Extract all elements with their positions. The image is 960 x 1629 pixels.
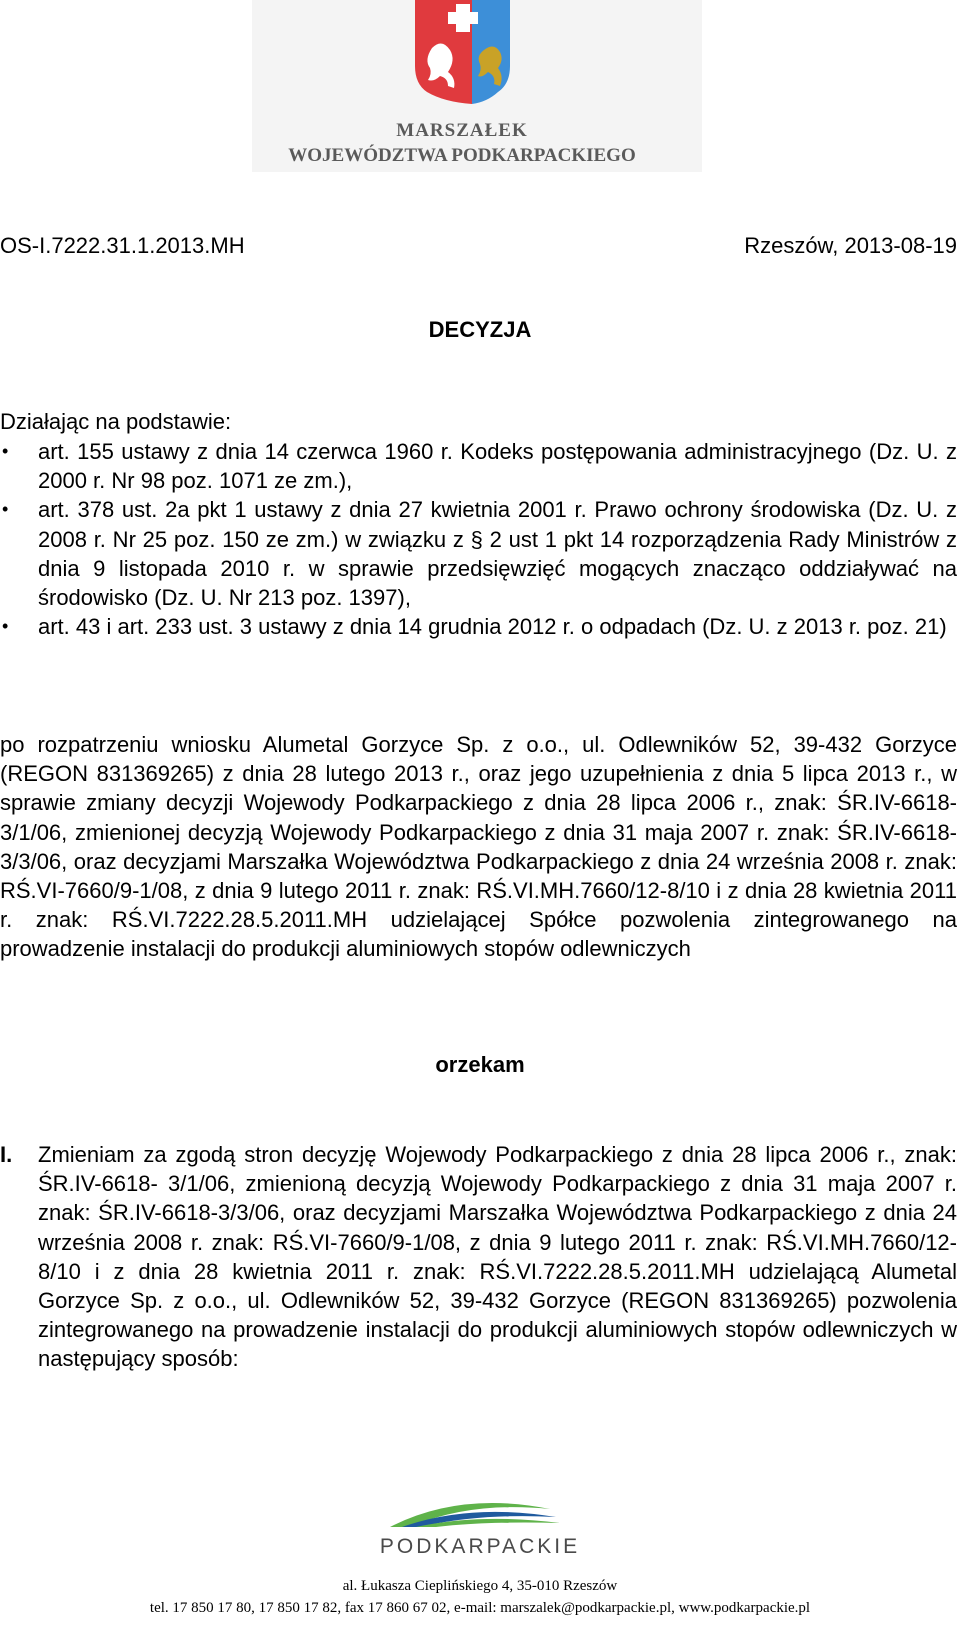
footer-contact: tel. 17 850 17 80, 17 850 17 82, fax 17 860 67 02, e-mail: marszalek@podkarpackie.pl, www.podkarpackie.pl [149,1600,811,1616]
ruling-point [0,1140,957,1374]
landscape-icon [390,1503,560,1527]
document-meta-line [0,233,960,263]
legal-basis-item: • art. 43 i art. 233 ust. 3 ustawy z dnia 14 grudnia 2012 r. o odpadach (Dz. U. z 2013 r. poz. 21) [0,612,957,641]
crest-subtitle: WOJEWÓDZTWA PODKARPACKIEGO [288,145,636,166]
logo-text: PODKARPACKIE [379,1535,581,1558]
case-number: OS-I.7222.31.1.2013.MH [0,233,245,258]
legal-basis-list [0,437,957,641]
marshal-crest-logo [252,0,702,172]
ruling-point-marker: I. [0,1142,13,1167]
legal-basis-item: • art. 378 ust. 2a pkt 1 ustawy z dnia 27 kwietnia 2001 r. Prawo ochrony środowiska (Dz. U. z 2008 r. Nr 25 poz. 150 ze zm.) w związku z § 2 ust 1 pkt 14 rozporządzenia Rady Ministrów z dnia 9 listopada 2010 r. w sprawie przedsięwzięć mogących znacząco oddziaływać na środowisko (Dz. U. Nr 213 poz. 1397), [0,495,957,612]
podkarpackie-logo [350,1487,610,1559]
document-title: DECYZJA [428,317,532,342]
crest-title: MARSZAŁEK [396,120,528,141]
application-paragraph: po rozpatrzeniu wniosku Alumetal Gorzyce Sp. z o.o., ul. Odlewników 52, 39-432 Gorzyce (REGON 831369265) z dnia 28 lutego 2013 r., oraz jego uzupełnienia z dnia 5 lipca 2013 r., w sprawie zmiany decyzji Wojewody Podkarpackiego z dnia 28 lipca 2006 r., znak: ŚR.IV-6618-3/1/06, zmienionej decyzją Wojewody Podkarpackiego z dnia 31 maja 2007 r. znak: ŚR.IV-6618-3/3/06, oraz decyzjami Marszałka Województwa Podkarpackiego z dnia 24 września 2008 r. znak: RŚ.VI-7660/9-1/08, z dnia 9 lutego 2011 r. znak: RŚ.VI.MH.7660/12-8/10 i z dnia 28 kwietnia 2011 r. znak: RŚ.VI.7222.28.5.2011.MH udzielającej Spółce pozwolenia zintegrowanego na prowadzenie instalacji do produkcji aluminiowych stopów odlewniczych [0,732,957,962]
legal-basis-item: • art. 155 ustawy z dnia 14 czerwca 1960 r. Kodeks postępowania administracyjnego (Dz. U. z 2000 r. Nr 98 poz. 1071 ze zm.), [0,437,957,495]
footer-address: al. Łukasza Cieplińskiego 4, 35-010 Rzeszów [342,1578,618,1594]
coat-of-arms-icon [415,0,510,104]
legal-basis-intro: Działając na podstawie: [0,409,232,434]
ruling-point-text: Zmieniam za zgodą stron decyzję Wojewody Podkarpackiego z dnia 28 lipca 2006 r., znak: ŚR.IV-6618- 3/1/06, zmienioną decyzją Wojewody Podkarpackiego z dnia 31 maja 2007 r. znak: ŚR.IV-6618-3/3/06, oraz decyzjami Marszałka Województwa Podkarpackiego z dnia 24 września 2008 r. znak: RŚ.VI-7660/9-1/08, z dnia 9 lutego 2011 r. znak: RŚ.VI.MH.7660/12-8/10 i z dnia 28 kwietnia 2011 r. znak: RŚ.VI.7222.28.5.2011.MH udzielającą Alumetal Gorzyce Sp. z o.o., ul. Odlewników 52, 39-432 Gorzyce (REGON 831369265) pozwolenia zintegrowanego na prowadzenie instalacji do produkcji aluminiowych stopów odlewniczych w następujący sposób: [38,1142,957,1372]
place-date: Rzeszów, 2013-08-19 [744,233,957,258]
ruling-heading: orzekam [435,1052,525,1077]
